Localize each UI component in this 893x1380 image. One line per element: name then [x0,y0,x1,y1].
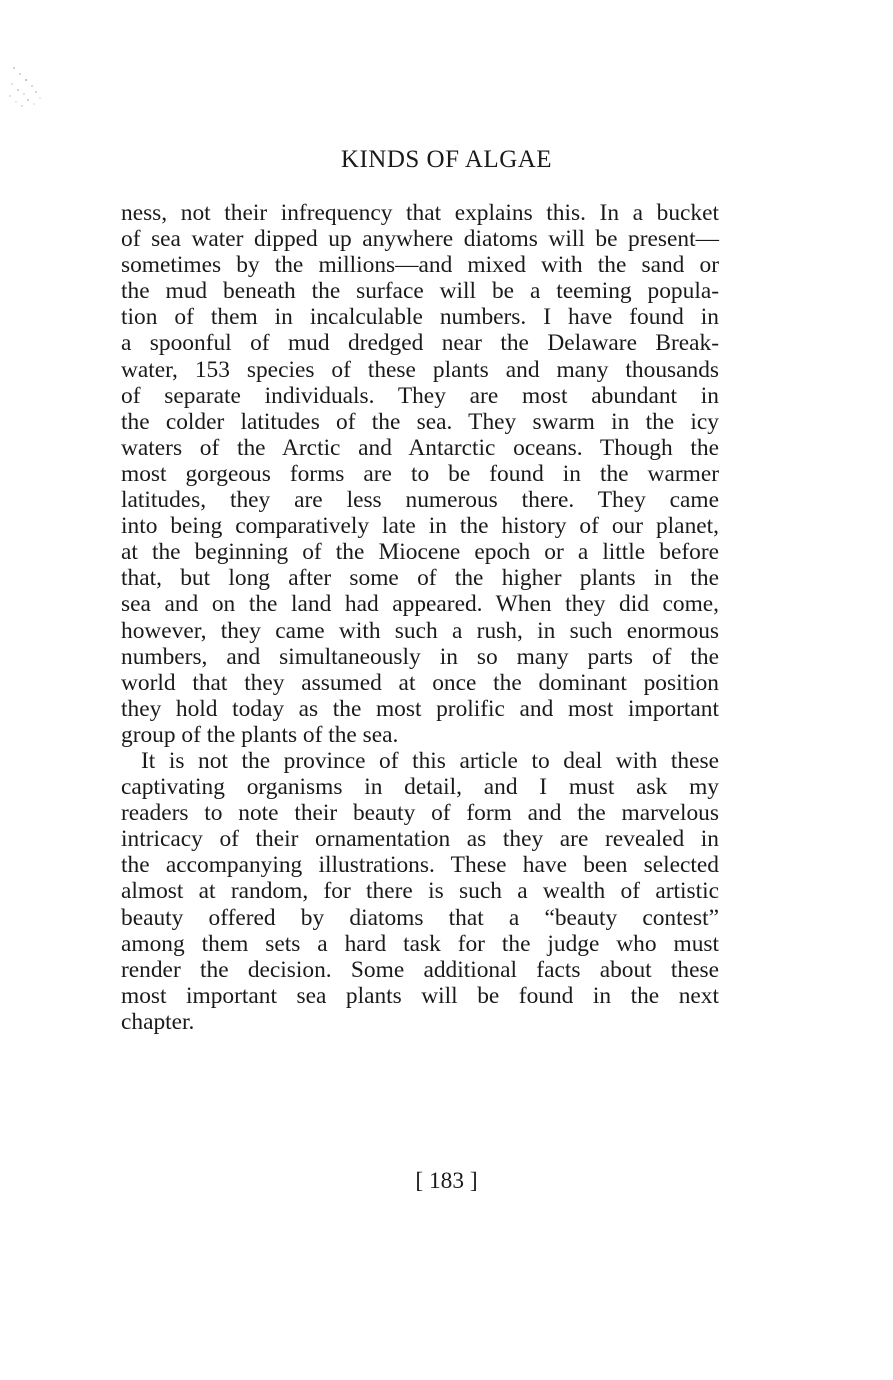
text-line: however, they came with such a rush, in such enormous [121,617,719,644]
text-line: captivating organisms in detail, and I must ask my [121,774,719,801]
text-line: the mud beneath the surface will be a teeming popula- [121,278,719,305]
text-line: almost at random, for there is such a wealth of artistic [121,878,719,905]
text-line: numbers, and simultaneously in so many parts of the [121,643,719,670]
text-line: of separate individuals. They are most abundant in [121,382,719,409]
text-line: latitudes, they are less numerous there. They came [121,487,719,514]
text-line: intricacy of their ornamentation as they are revealed in [121,826,719,853]
text-line: ness, not their infrequency that explains this. In a bucket [121,200,719,226]
text-line: sometimes by the millions—and mixed with the sand or [121,252,719,279]
text-line: the accompanying illustrations. These have been selected [121,852,719,879]
text-line: most gorgeous forms are to be found in the warmer [121,460,719,487]
text-line: that, but long after some of the higher plants in the [121,565,719,592]
text-line: most important sea plants will be found in the next [121,982,719,1009]
text-line: readers to note their beauty of form and the marvelous [121,800,719,827]
text-line: among them sets a hard task for the judge who must [121,930,719,957]
running-head: KINDS OF ALGAE [340,146,553,173]
text-line: world that they assumed at once the dominant position [121,669,719,696]
text-line: water, 153 species of these plants and many thousands [121,356,719,383]
text-line: at the beginning of the Miocene epoch or a little before [121,539,719,566]
text-line: render the decision. Some additional facts about these [121,956,719,983]
text-line: group of the plants of the sea. [121,721,399,748]
text-line: a spoonful of mud dredged near the Delaware Break- [121,330,719,357]
paragraph-2 [121,748,719,1035]
text-line: into being comparatively late in the history of our planet, [121,513,719,540]
text-line: of sea water dipped up anywhere diatoms will be present— [121,226,719,253]
text-line: sea and on the land had appeared. When they did come, [121,591,719,618]
text-line: they hold today as the most prolific and most important [121,695,719,722]
scan-speckle-mark [4,60,48,110]
paragraph-1 [121,200,719,748]
page-number: [ 183 ] [415,1168,478,1194]
body-text [121,200,719,1035]
text-line: tion of them in incalculable numbers. I have found in [121,304,719,331]
text-line: It is not the province of this article to deal with these [141,747,719,774]
text-line: chapter. [121,1008,195,1035]
text-line: the colder latitudes of the sea. They swarm in the icy [121,408,719,435]
text-line: beauty offered by diatoms that a “beauty contest” [121,904,719,931]
text-line: waters of the Arctic and Antarctic oceans. Though the [121,434,719,461]
